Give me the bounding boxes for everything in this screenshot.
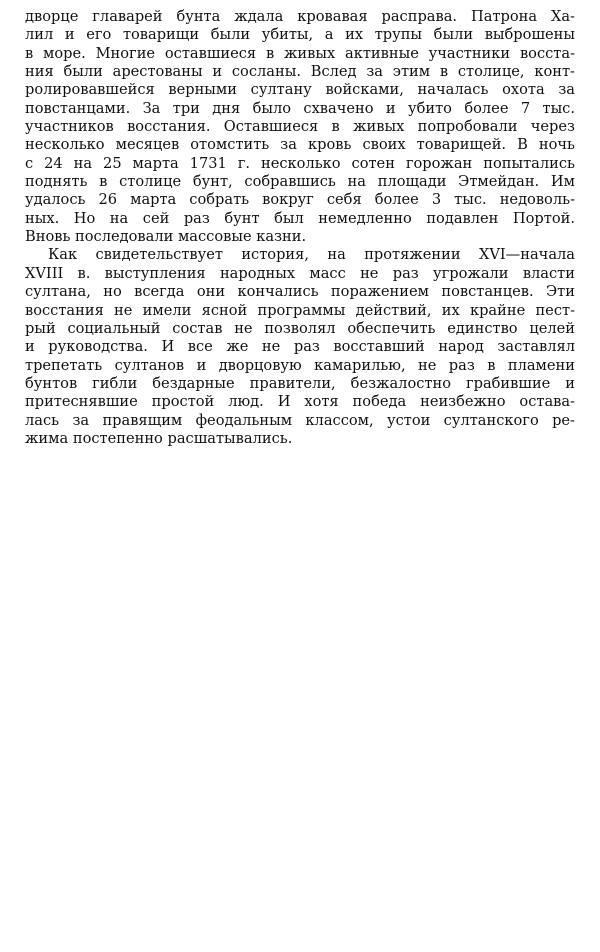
text-line: и руководства. И все же не раз восставший народ заставлял bbox=[25, 338, 575, 356]
text-line: повстанцами. За три дня было схвачено и убито более 7 тыс. bbox=[25, 99, 575, 117]
text-line: бунтов гибли бездарные правители, безжалостно грабившие и bbox=[25, 374, 575, 392]
text-line: притеснявшие простой люд. И хотя победа неизбежно остава- bbox=[25, 393, 575, 411]
text-line: жима постепенно расшатывались. bbox=[25, 429, 293, 447]
text-line: несколько месяцев отомстить за кровь своих товарищей. В ночь bbox=[25, 136, 575, 154]
text-line: с 24 на 25 марта 1731 г. несколько сотен горожан попытались bbox=[25, 154, 575, 172]
text-line: восстания не имели ясной программы действий, их крайне пест- bbox=[25, 301, 575, 319]
text-line: ния были арестованы и сосланы. Вслед за этим в столице, конт- bbox=[25, 63, 575, 81]
text-line: рый социальный состав не позволял обеспечить единство целей bbox=[25, 319, 575, 337]
text-line: лил и его товарищи были убиты, а их трупы были выброшены bbox=[25, 26, 575, 44]
paragraph-1 bbox=[25, 8, 575, 246]
text-line: ролировавшейся верными султану войсками, началась охота за bbox=[25, 81, 575, 99]
body-text bbox=[25, 8, 575, 448]
text-line: Вновь последовали массовые казни. bbox=[25, 228, 307, 246]
text-line: участников восстания. Оставшиеся в живых попробовали через bbox=[25, 118, 575, 136]
text-line: султана, но всегда они кончались поражением повстанцев. Эти bbox=[25, 283, 575, 301]
text-line: удалось 26 марта собрать вокруг себя более 3 тыс. недоволь- bbox=[25, 191, 575, 209]
text-line: ных. Но на сей раз бунт был немедленно подавлен Портой. bbox=[25, 209, 575, 227]
text-line: трепетать султанов и дворцовую камарилью, не раз в пламени bbox=[25, 356, 575, 374]
text-line: XVIII в. выступления народных масс не раз угрожали власти bbox=[25, 264, 575, 282]
text-line: лась за правящим феодальным классом, устои султанского ре- bbox=[25, 411, 575, 429]
text-line: поднять в столице бунт, собравшись на площади Этмейдан. Им bbox=[25, 173, 575, 191]
text-line: в море. Многие оставшиеся в живых активные участники восста- bbox=[25, 44, 575, 62]
paragraph-2 bbox=[25, 246, 575, 448]
text-line: дворце главарей бунта ждала кровавая расправа. Патрона Ха- bbox=[25, 8, 575, 25]
text-line: Как свидетельствует история, на протяжении XVI—начала bbox=[48, 246, 575, 264]
